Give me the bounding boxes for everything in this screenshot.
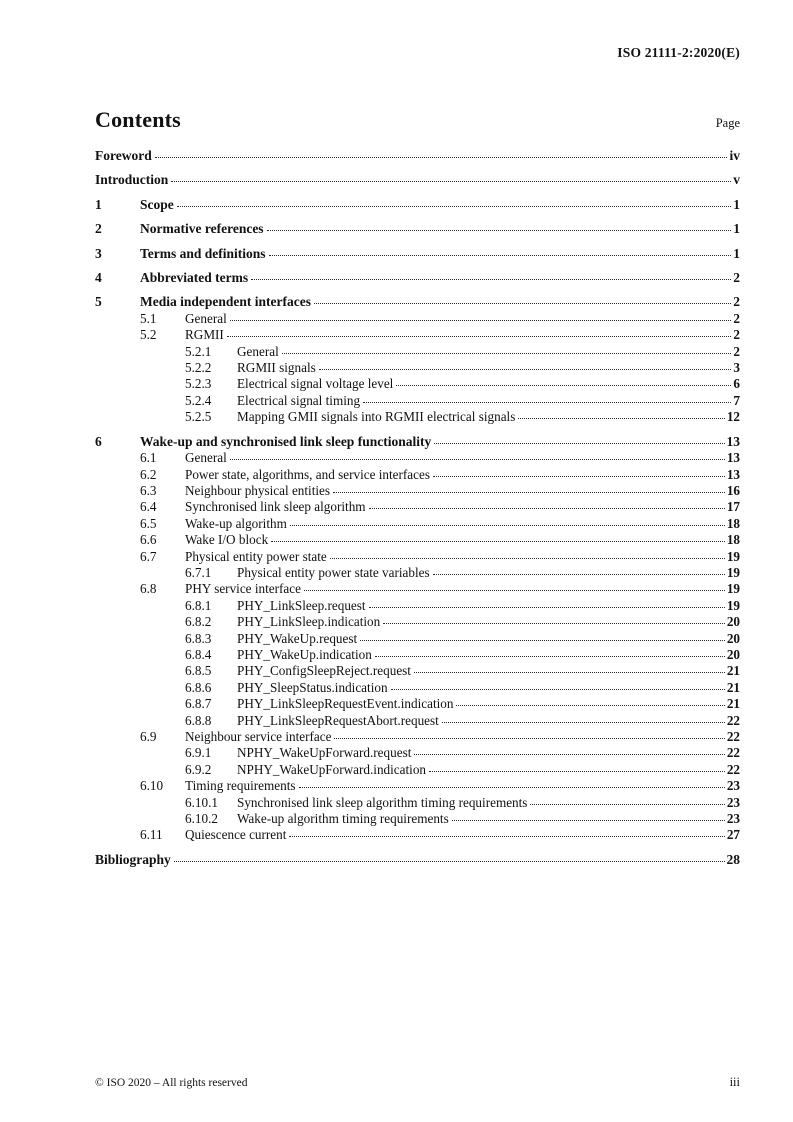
toc-entry-page: 17	[726, 499, 740, 515]
toc-entry-page: 13	[726, 466, 740, 482]
toc-entry-number: 4	[95, 270, 102, 286]
toc-entry-page: iv	[729, 148, 740, 163]
toc-entry-label: Synchronised link sleep algorithm	[185, 499, 366, 515]
toc-entry-page: 1	[733, 221, 740, 237]
toc-entry-number: 3	[95, 245, 102, 261]
toc-entry-label: PHY service interface	[185, 581, 301, 597]
toc-leader-dots	[530, 804, 724, 805]
toc-entry-number: 6.8.5	[185, 663, 212, 679]
toc-entry[interactable]	[95, 778, 740, 794]
toc-entry-number: 6.7.1	[185, 564, 212, 580]
toc-entry-number: 6.8.7	[185, 696, 212, 712]
toc-entry[interactable]	[95, 172, 740, 188]
toc-entry[interactable]	[95, 450, 740, 466]
toc-entry-page: 2	[733, 310, 740, 326]
toc-entry-page: 23	[726, 778, 740, 794]
toc-leader-dots	[333, 492, 725, 493]
toc-entry-page: 19	[726, 581, 740, 597]
toc-entry-page: 3	[733, 360, 740, 376]
toc-entry[interactable]	[95, 713, 740, 729]
toc-entry-number: 6.6	[140, 532, 157, 548]
toc-entry[interactable]	[95, 745, 740, 761]
toc-entry-page: 21	[726, 663, 740, 679]
toc-leader-dots	[414, 754, 724, 755]
toc-entry-label: Wake-up algorithm timing requirements	[237, 811, 449, 827]
toc-leader-dots	[369, 508, 725, 509]
toc-entry-number: 6.9	[140, 729, 157, 744]
toc-entry-number: 6.10	[140, 778, 164, 794]
toc-entry-page: 22	[726, 745, 740, 761]
toc-entry-label: PHY_LinkSleepRequestEvent.indication	[237, 696, 454, 712]
toc-entry-label: RGMII signals	[237, 360, 316, 376]
toc-entry-page: 1	[733, 245, 740, 261]
toc-leader-dots	[369, 607, 725, 608]
toc-entry-label: Timing requirements	[185, 778, 296, 794]
toc-leader-dots	[433, 574, 725, 575]
toc-entry[interactable]	[95, 565, 740, 581]
toc-entry-page: 2	[733, 294, 740, 310]
toc-entry-number: 1	[95, 196, 102, 212]
toc-entry-label: Scope	[140, 196, 174, 212]
toc-entry-page: 21	[726, 679, 740, 695]
toc-entry-page: 23	[726, 794, 740, 810]
toc-leader-dots	[334, 738, 724, 739]
toc-leader-dots	[227, 336, 732, 337]
toc-entry-label: Normative references	[140, 221, 264, 237]
toc-entry-label: Synchronised link sleep algorithm timing requirements	[237, 794, 528, 810]
toc-entry-label: Neighbour service interface	[185, 729, 332, 744]
toc-entry[interactable]	[95, 631, 740, 647]
toc-leader-dots	[391, 689, 725, 690]
toc-entry-number: 5.2.5	[185, 409, 212, 425]
toc-entry-page: 6	[733, 376, 740, 392]
toc-entry-number: 6.8	[140, 581, 157, 597]
toc-entry-page: 20	[726, 630, 740, 646]
toc-entry-page: 22	[726, 761, 740, 777]
toc-header	[95, 107, 740, 133]
toc-entry-page: v	[733, 172, 740, 188]
toc-leader-dots	[433, 476, 725, 477]
toc-entry-page: 2	[733, 327, 740, 343]
toc-entry-label: PHY_WakeUp.request	[237, 630, 358, 646]
toc-entry-label: PHY_ConfigSleepReject.request	[237, 663, 411, 679]
toc-entry-number: 6.8.3	[185, 630, 212, 646]
toc-leader-dots	[442, 722, 725, 723]
toc-entry-number: 6.9.1	[185, 745, 212, 761]
toc-entry[interactable]	[95, 483, 740, 499]
toc-entry-label: RGMII	[185, 327, 224, 343]
toc-entry-number: 6.10.1	[185, 794, 218, 810]
toc-entry-number: 6.8.2	[185, 614, 212, 630]
toc-entry[interactable]	[95, 696, 740, 712]
toc-leader-dots	[282, 353, 732, 354]
toc-entry-label: General	[185, 450, 227, 466]
toc-leader-dots	[230, 320, 732, 321]
toc-entry[interactable]	[95, 246, 740, 262]
toc-leader-dots	[251, 279, 731, 280]
toc-leader-dots	[360, 640, 725, 641]
page-column-label: Page	[715, 116, 740, 130]
toc-entry-page: 1	[733, 196, 740, 212]
folio-page-number: iii	[729, 1075, 740, 1089]
toc-leader-dots	[314, 303, 731, 304]
toc-entry-number: 6.2	[140, 466, 157, 482]
toc-entry-number: 6.8.4	[185, 646, 212, 662]
doc-reference: ISO 21111-2:2020(E)	[617, 45, 740, 60]
toc-entry[interactable]	[95, 680, 740, 696]
toc-entry[interactable]	[95, 344, 740, 360]
toc-entry[interactable]	[95, 376, 740, 392]
page-title: Contents	[95, 107, 181, 132]
toc-entry[interactable]	[95, 811, 740, 827]
toc-leader-dots	[171, 181, 731, 182]
toc-leader-dots	[155, 157, 728, 158]
toc-entry[interactable]	[95, 762, 740, 778]
toc-leader-dots	[396, 385, 731, 386]
toc-entry-label: Electrical signal voltage level	[237, 376, 394, 392]
toc-entry-number: 6.4	[140, 499, 157, 515]
toc-entry-label: Electrical signal timing	[237, 392, 361, 408]
toc-entry-number: 6.9.2	[185, 761, 212, 777]
toc-leader-dots	[456, 705, 724, 706]
toc-entry-number: 6.8.1	[185, 597, 212, 613]
toc-entry-label: Wake-up and synchronised link sleep functionality	[140, 433, 432, 449]
toc-entry-label: Physical entity power state variables	[237, 564, 430, 580]
toc-entry-label: Mapping GMII signals into RGMII electrical signals	[237, 409, 516, 425]
toc-entry-label: Media independent interfaces	[140, 294, 311, 310]
toc-entry-page: 13	[726, 433, 740, 449]
toc-entry[interactable]	[95, 729, 740, 745]
toc-entry-label: Neighbour physical entities	[185, 482, 331, 498]
toc-entry-page: 18	[726, 515, 740, 531]
toc-entry-number: 6.8.6	[185, 679, 212, 695]
toc-entry-label: Quiescence current	[185, 827, 287, 843]
toc-entry-page: 20	[726, 646, 740, 662]
toc-entry[interactable]	[95, 327, 740, 343]
toc-entry-number: 6.3	[140, 482, 157, 498]
toc-entry-label: Foreword	[95, 148, 152, 163]
toc-entry-label: Introduction	[95, 172, 169, 188]
toc-entry-number: 5.2.2	[185, 360, 212, 376]
toc-leader-dots	[383, 623, 725, 624]
toc-entry-page: 2	[733, 270, 740, 286]
toc-leader-dots	[177, 206, 732, 207]
toc-entry[interactable]	[95, 663, 740, 679]
toc-entry-page: 2	[733, 343, 740, 359]
toc-entry-page: 12	[726, 409, 740, 425]
page-footer	[95, 1075, 740, 1090]
toc-entry-number: 5.2.4	[185, 392, 212, 408]
toc-entry-label: Bibliography	[95, 851, 171, 867]
toc-entry[interactable]	[95, 270, 740, 286]
toc-entry-label: Power state, algorithms, and service interfaces	[185, 466, 430, 482]
toc-entry-label: PHY_LinkSleep.request	[237, 597, 366, 613]
toc-entry[interactable]	[95, 532, 740, 548]
toc-entry-number: 6	[95, 433, 102, 449]
toc-leader-dots	[230, 459, 725, 460]
toc-entry[interactable]	[95, 434, 740, 450]
toc-entry-label: PHY_WakeUp.indication	[237, 646, 372, 662]
toc-leader-dots	[414, 672, 725, 673]
toc-entry-label: NPHY_WakeUpForward.request	[237, 745, 412, 761]
toc-entry-page: 19	[726, 564, 740, 580]
toc-leader-dots	[434, 443, 724, 444]
toc-entry-label: General	[185, 310, 227, 326]
toc-leader-dots	[174, 861, 725, 862]
toc-entry-page: 19	[726, 597, 740, 613]
toc-entry[interactable]	[95, 467, 740, 483]
toc-entry[interactable]	[95, 197, 740, 213]
toc-entry-page: 19	[726, 548, 740, 564]
toc-entry-page: 16	[726, 482, 740, 498]
toc-entry[interactable]	[95, 148, 740, 164]
toc-entry-label: NPHY_WakeUpForward.indication	[237, 761, 427, 777]
toc-entry-page: 28	[726, 851, 740, 867]
toc-entry[interactable]	[95, 409, 740, 425]
toc-entry-page: 21	[726, 696, 740, 712]
toc-list	[95, 148, 740, 868]
toc-entry-number: 5	[95, 294, 102, 310]
toc-entry-label: Wake-up algorithm	[185, 515, 287, 531]
toc-leader-dots	[330, 558, 725, 559]
toc-entry-number: 5.2.3	[185, 376, 212, 392]
toc-leader-dots	[518, 418, 724, 419]
toc-entry-number: 6.8.8	[185, 712, 212, 728]
toc-entry-number: 6.5	[140, 515, 157, 531]
toc-leader-dots	[289, 836, 724, 837]
toc-entry-number: 6.1	[140, 450, 157, 466]
toc-entry-page: 13	[726, 450, 740, 466]
toc-entry-page: 22	[726, 729, 740, 744]
toc-leader-dots	[299, 787, 725, 788]
toc-entry[interactable]	[95, 294, 740, 310]
toc-entry[interactable]	[95, 581, 740, 597]
toc-entry[interactable]	[95, 614, 740, 630]
toc-leader-dots	[452, 820, 725, 821]
toc-entry[interactable]	[95, 852, 740, 868]
toc-entry-number: 5.2.1	[185, 343, 212, 359]
toc-leader-dots	[363, 402, 731, 403]
toc-entry-label: Wake I/O block	[185, 532, 269, 548]
toc-entry[interactable]	[95, 598, 740, 614]
toc-leader-dots	[375, 656, 725, 657]
toc-entry-number: 5.1	[140, 310, 157, 326]
toc-entry[interactable]	[95, 499, 740, 515]
toc-entry-label: Abbreviated terms	[140, 270, 249, 286]
toc-entry-label: PHY_SleepStatus.indication	[237, 679, 388, 695]
toc-entry[interactable]	[95, 393, 740, 409]
toc-leader-dots	[304, 590, 725, 591]
toc-entry-label: PHY_LinkSleep.indication	[237, 614, 381, 630]
toc-leader-dots	[269, 255, 732, 256]
toc-entry-number: 6.11	[140, 827, 163, 843]
copyright-text: © ISO 2020 – All rights reserved	[95, 1077, 248, 1089]
toc-entry-number: 5.2	[140, 327, 157, 343]
toc-entry-page: 22	[726, 712, 740, 728]
toc-entry-label: PHY_LinkSleepRequestAbort.request	[237, 712, 439, 728]
toc-entry-label: Terms and definitions	[140, 245, 266, 261]
toc-leader-dots	[290, 525, 725, 526]
toc-entry[interactable]	[95, 647, 740, 663]
toc-entry[interactable]	[95, 549, 740, 565]
toc-entry[interactable]	[95, 311, 740, 327]
toc-entry-page: 7	[733, 392, 740, 408]
toc-entry-number: 2	[95, 221, 102, 237]
toc-entry-page: 23	[726, 811, 740, 827]
toc-entry-label: Physical entity power state	[185, 548, 327, 564]
toc-leader-dots	[267, 230, 732, 231]
toc-entry-page: 20	[726, 614, 740, 630]
toc-entry-label: General	[237, 343, 279, 359]
toc-entry[interactable]	[95, 827, 740, 843]
toc-leader-dots	[429, 771, 725, 772]
toc-entry-number: 6.10.2	[185, 811, 218, 827]
toc-leader-dots	[319, 369, 732, 370]
toc-entry-number: 6.7	[140, 548, 157, 564]
toc-entry[interactable]	[95, 516, 740, 532]
toc-entry-page: 27	[726, 827, 740, 843]
toc-entry-page: 18	[726, 532, 740, 548]
toc-entry[interactable]	[95, 795, 740, 811]
toc-entry[interactable]	[95, 221, 740, 237]
toc-leader-dots	[271, 541, 725, 542]
toc-entry[interactable]	[95, 360, 740, 376]
